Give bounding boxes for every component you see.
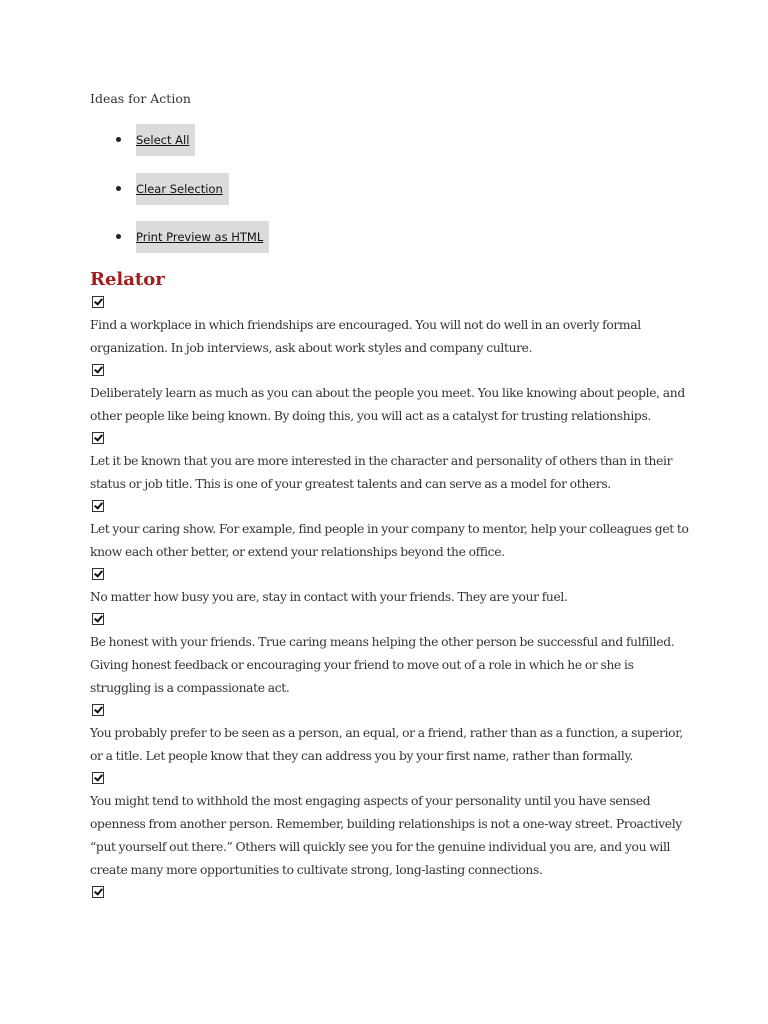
page-heading: Ideas for Action [90, 91, 191, 106]
idea-text: Be honest with your friends. True caring means helping the other person be successful and fulfilled. Giving honest feedback or encouraging your friend to move out of a role in which he or she is struggling is a compassionate act. [90, 634, 675, 695]
idea-checkbox[interactable] [92, 704, 104, 716]
idea-text: No matter how busy you are, stay in contact with your friends. They are your fuel. [90, 589, 568, 604]
action-item-clear-selection [90, 173, 690, 205]
idea-text: Let your caring show. For example, find people in your company to mentor, help your colleagues get to know each other better, or extend your relationships beyond the office. [90, 521, 689, 559]
idea-checkbox[interactable] [92, 500, 104, 512]
idea-checkbox[interactable] [92, 613, 104, 625]
section-title: Relator [90, 268, 165, 290]
idea-text: You probably prefer to be seen as a person, an equal, or a friend, rather than as a function, a superior, or a title. Let people know that they can address you by your first name, rather than formally. [90, 725, 683, 763]
idea-text: Let it be known that you are more interested in the character and personality of others than in their status or job title. This is one of your greatest talents and can serve as a model for others. [90, 453, 673, 491]
print-preview-button[interactable]: Print Preview as HTML [136, 221, 269, 253]
action-item-select-all [90, 124, 690, 156]
idea-checkbox[interactable] [92, 432, 104, 444]
idea-checkbox[interactable] [92, 364, 104, 376]
ideas-page [90, 90, 690, 904]
action-list [90, 124, 690, 253]
idea-checkbox[interactable] [92, 886, 104, 898]
idea-text: You might tend to withhold the most engaging aspects of your personality until you have sensed openness from another person. Remember, building relationships is not a one-way street. Proactively “put yourself out there.” Others will quickly see you for the genuine individual you are, and you will create many more opportunities to cultivate strong, long-lasting connections. [90, 793, 682, 877]
section-checkbox[interactable] [92, 296, 104, 308]
action-item-print-preview [90, 221, 690, 253]
idea-text: Find a workplace in which friendships are encouraged. You will not do well in an overly formal organization. In job interviews, ask about work styles and company culture. [90, 317, 641, 355]
idea-text: Deliberately learn as much as you can about the people you meet. You like knowing about people, and other people like being known. By doing this, you will act as a catalyst for trusting relationships. [90, 385, 685, 423]
idea-checkbox[interactable] [92, 772, 104, 784]
select-all-button[interactable]: Select All [136, 124, 195, 156]
clear-selection-button[interactable]: Clear Selection [136, 173, 229, 205]
idea-checkbox[interactable] [92, 568, 104, 580]
